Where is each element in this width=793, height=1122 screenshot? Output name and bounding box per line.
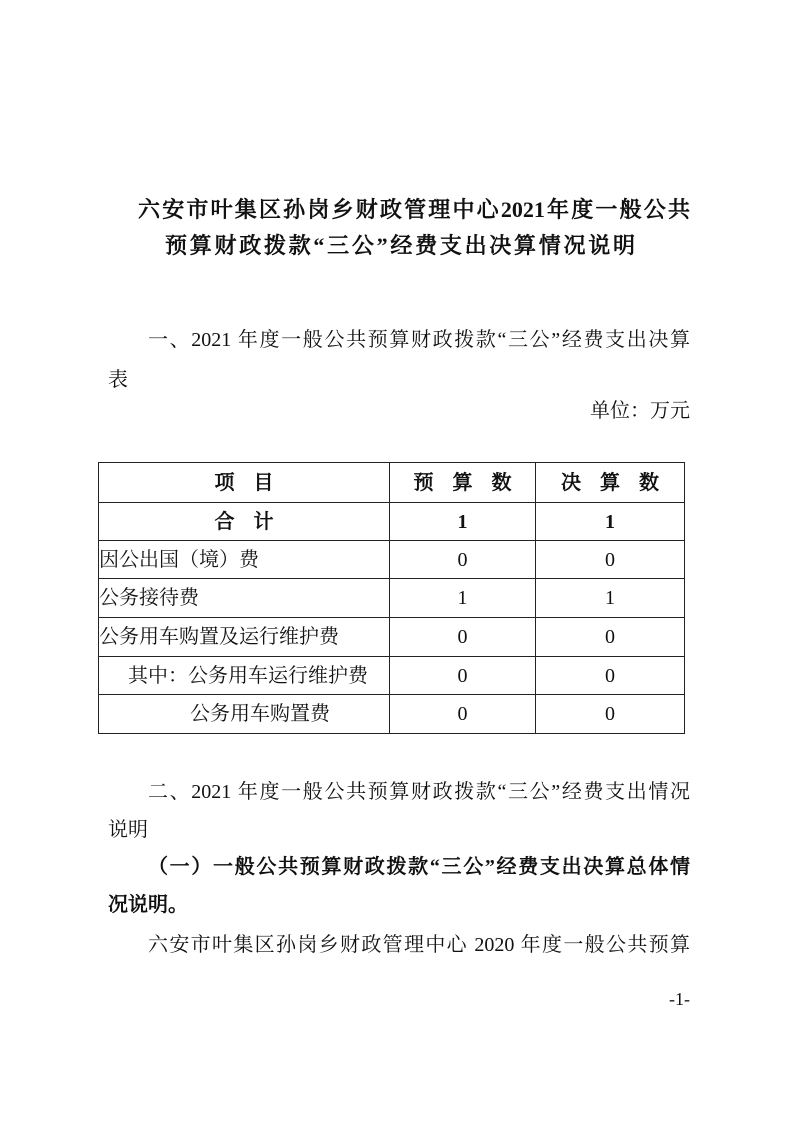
header-item: 项 目 xyxy=(99,463,390,503)
row-final: 0 xyxy=(536,618,685,657)
page-number: -1- xyxy=(669,989,690,1009)
table-row xyxy=(99,618,685,657)
row-budget: 0 xyxy=(390,657,536,695)
section-1-heading-continued: 表 xyxy=(108,369,128,391)
table-row xyxy=(99,657,685,695)
document-title-line-2: 预算财政拨款“三公”经费支出决算情况说明 xyxy=(165,233,635,258)
row-label: 公务用车购置费 xyxy=(99,695,390,734)
row-label: 合 计 xyxy=(99,503,390,541)
row-label: 公务接待费 xyxy=(99,579,390,618)
body-paragraph-line: 六安市叶集区孙岗乡财政管理中心 2020 年度一般公共预算 xyxy=(148,934,690,956)
expenditure-table xyxy=(98,462,685,734)
subsection-heading: （一）一般公共预算财政拨款“三公”经费支出决算总体情 xyxy=(148,856,690,878)
document-title-line-1: 六安市叶集区孙岗乡财政管理中心2021年度一般公共 xyxy=(138,197,690,222)
table-header-row xyxy=(99,463,685,503)
row-budget: 0 xyxy=(390,618,536,657)
table-row xyxy=(99,579,685,618)
row-final: 1 xyxy=(536,503,685,541)
row-budget: 0 xyxy=(390,695,536,734)
unit-label: 单位：万元 xyxy=(590,400,690,422)
table-row xyxy=(99,541,685,579)
section-2-heading-continued: 说明 xyxy=(108,819,148,841)
row-final: 0 xyxy=(536,657,685,695)
table-row-total xyxy=(99,503,685,541)
row-label: 因公出国（境）费 xyxy=(99,541,390,579)
row-final: 0 xyxy=(536,541,685,579)
row-budget: 0 xyxy=(390,541,536,579)
row-final: 0 xyxy=(536,695,685,734)
row-label: 公务用车购置及运行维护费 xyxy=(99,618,390,657)
subsection-heading-continued: 况说明。 xyxy=(108,894,188,916)
row-final: 1 xyxy=(536,579,685,618)
row-budget: 1 xyxy=(390,579,536,618)
section-2-heading: 二、2021 年度一般公共预算财政拨款“三公”经费支出情况 xyxy=(148,781,690,803)
section-1-heading: 一、2021 年度一般公共预算财政拨款“三公”经费支出决算 xyxy=(148,329,690,351)
table-row xyxy=(99,695,685,734)
header-budget: 预 算 数 xyxy=(390,463,536,503)
header-final: 决 算 数 xyxy=(536,463,685,503)
row-budget: 1 xyxy=(390,503,536,541)
row-label: 其中：公务用车运行维护费 xyxy=(99,657,390,695)
